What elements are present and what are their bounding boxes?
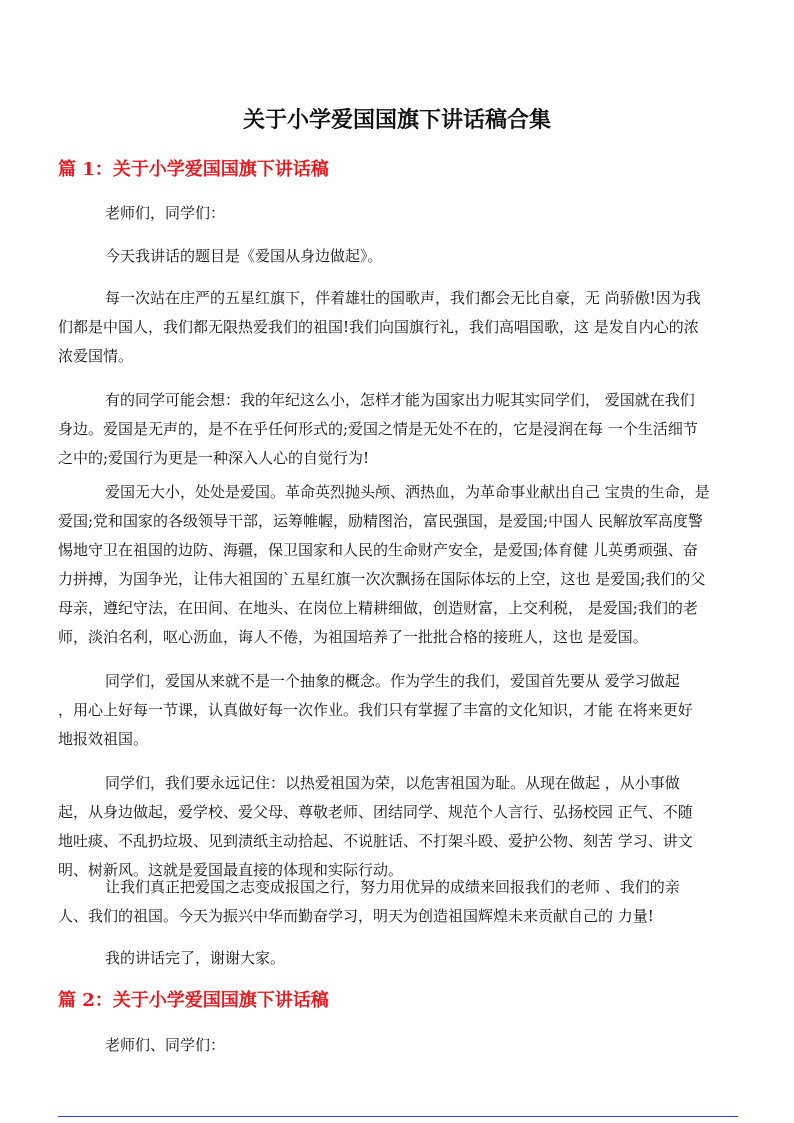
paragraph xyxy=(58,284,748,371)
text-line: 地报效祖国。 xyxy=(58,730,149,748)
text-line: 母亲，遵纪守法，在田间、在地头、在岗位上精耕细做，创造财富，上交利税， 是爱国;我们的老 xyxy=(58,599,698,617)
paragraph xyxy=(58,667,748,754)
text-line: 今天我讲话的题目是《爱国从身边做起》。 xyxy=(105,247,383,265)
text-line: 老师们，同学们： xyxy=(105,204,226,222)
text-line: 地吐痰、不乱扔垃圾、见到渍纸主动拾起、不说脏话、不打架斗殴、爱护公物、刻苦 学习、讲文 xyxy=(58,832,693,850)
text-line: 每一次站在庄严的五星红旗下，伴着雄壮的国歌声，我们都会无比自豪，无 尚骄傲!因为我 xyxy=(105,289,701,307)
text-line: 身边。爱国是无声的，是不在乎任何形式的;爱国之情是无处不在的，它是浸润在每 一个生活细节 xyxy=(58,420,698,438)
text-line: 师，淡泊名利，呕心沥血，诲人不倦，为祖国培养了一批批合格的接班人，这也 是爱国。 xyxy=(58,628,648,646)
paragraph xyxy=(58,242,748,271)
text-line: 人、我们的祖国。今天为振兴中华而勤奋学习，明天为创造祖国辉煌未来贡献自己的 力量! xyxy=(58,907,654,925)
text-line: 起，从身边做起，爱学校、爱父母、尊敬老师、团结同学、规范个人言行、弘扬校园 正气、不随 xyxy=(58,803,693,821)
text-line: 同学们，我们要永远记住：以热爱祖国为荣，以危害祖国为耻。从现在做起 ，从小事做 xyxy=(105,774,680,792)
paragraph xyxy=(58,199,748,228)
text-line: 力拼搏，为国争光，让伟大祖国的`五星红旗一次次飘扬在国际体坛的上空，这也 是爱国;我们的父 xyxy=(58,570,706,588)
paragraph xyxy=(58,873,748,931)
section-heading-2: 篇 2：关于小学爱国国旗下讲话稿 xyxy=(58,990,329,1011)
text-line: 爱国;党和国家的各级领导干部，运筹帷幄，励精图治，富民强国，是爱国;中国人 民解放军高度警 xyxy=(58,512,703,530)
text-line: 爱国无大小，处处是爱国。革命英烈抛头颅、洒热血，为革命事业献出自己 宝贵的生命，是 xyxy=(105,483,710,501)
text-line: 浓爱国情。 xyxy=(58,347,134,365)
document-title: 关于小学爱国国旗下讲话稿合集 xyxy=(242,107,551,133)
text-line: 惕地守卫在祖国的边防、海疆，保卫国家和人民的生命财产安全，是爱国;体育健 儿英勇顽强、奋 xyxy=(58,541,698,559)
paragraph xyxy=(58,478,748,652)
text-line: 让我们真正把爱国之志变成报国之行，努力用优异的成绩来回报我们的老师 、我们的亲 xyxy=(105,878,680,896)
footer-divider xyxy=(58,1116,738,1117)
paragraph xyxy=(58,386,748,473)
text-line: 同学们，爱国从来就不是一个抽象的概念。作为学生的我们，爱国首先要从 爱学习做起 xyxy=(105,672,680,690)
section-heading-1: 篇 1：关于小学爱国国旗下讲话稿 xyxy=(58,159,329,180)
text-line: 之中的;爱国行为更是一种深入人心的自觉行为! xyxy=(58,449,370,467)
paragraph xyxy=(58,1031,748,1060)
text-line: 明、树新风。这就是爱国最直接的体现和实际行动。 xyxy=(58,861,404,879)
text-line: 们都是中国人，我们都无限热爱我们的祖国!我们向国旗行礼，我们高唱国歌，这 是发自内心的浓 xyxy=(58,318,699,336)
paragraph xyxy=(58,769,748,885)
text-line: 老师们、同学们： xyxy=(105,1036,226,1054)
text-line: 有的同学可能会想：我的年纪这么小，怎样才能为国家出力呢其实同学们， 爱国就在我们 xyxy=(105,391,695,409)
paragraph xyxy=(58,944,748,973)
text-line: ，用心上好每一节课，认真做好每一次作业。我们只有掌握了丰富的文化知识，才能 在将来更好 xyxy=(58,701,693,719)
text-line: 我的讲话完了，谢谢大家。 xyxy=(105,949,286,967)
